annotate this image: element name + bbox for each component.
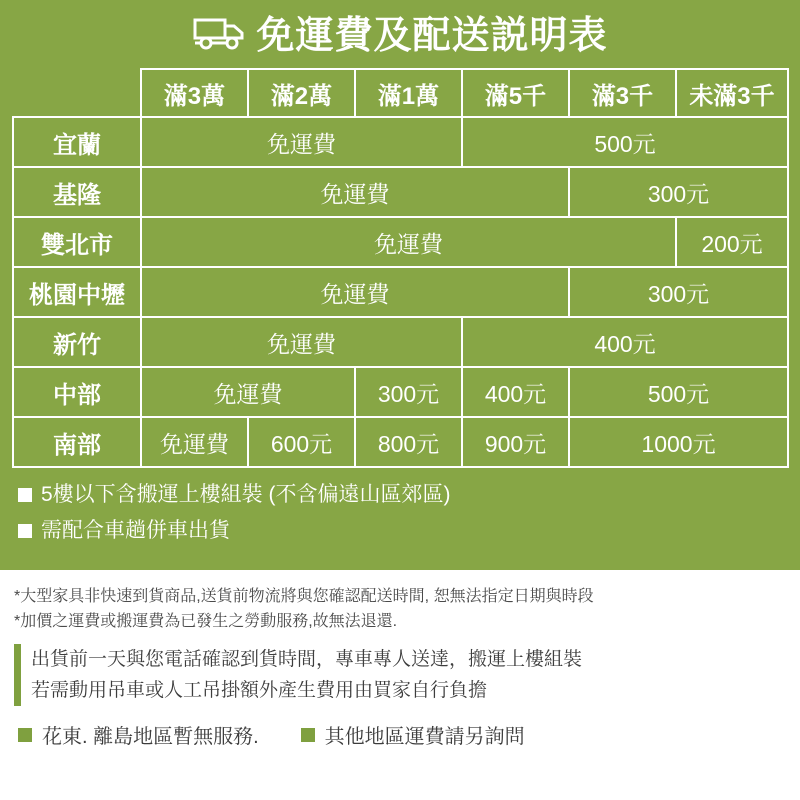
fee-cell: 600元: [248, 417, 355, 467]
fee-cell: 400元: [462, 367, 569, 417]
table-header-row: [13, 69, 788, 117]
title-text: 免運費及配送説明表: [256, 15, 608, 57]
fee-cell: 900元: [462, 417, 569, 467]
fee-cell: 800元: [355, 417, 462, 467]
fee-cell: 500元: [569, 367, 788, 417]
fee-cell: 300元: [355, 367, 462, 417]
table-corner-cell: [13, 69, 141, 117]
highlight-block: [14, 644, 786, 706]
fee-cell: 500元: [462, 117, 788, 167]
highlight-line: 若需動用吊車或人工吊掛額外產生費用由買家自行負擔: [31, 680, 488, 701]
bullet-square-icon: [18, 524, 32, 538]
table-row: [13, 317, 788, 367]
bottom-panel: [0, 570, 800, 800]
footer-item-text: 其他地區運費請另詢問: [324, 726, 525, 748]
fee-cell: 300元: [569, 267, 788, 317]
row-header-region: 桃園中壢: [13, 267, 141, 317]
fee-table-wrapper: [0, 68, 800, 468]
bullet-square-icon: [301, 728, 315, 742]
note-text: 5樓以下含搬運上樓組裝 (不含偏遠山區郊區): [41, 483, 451, 506]
bullet-square-icon: [18, 728, 32, 742]
footer-row: [18, 720, 786, 749]
accent-bar: [14, 644, 21, 706]
row-header-region: 南部: [13, 417, 141, 467]
row-header-region: 中部: [13, 367, 141, 417]
column-header-2: 滿1萬: [355, 69, 462, 117]
fee-cell: 免運費: [141, 217, 676, 267]
green-notes: [0, 468, 800, 546]
footer-item-text: 花東. 離島地區暫無服務.: [42, 726, 259, 748]
note-item: [18, 480, 782, 510]
disclaimer-block: [0, 570, 800, 634]
table-row: [13, 167, 788, 217]
highlight-line: 出貨前一天與您電話確認到貨時間，專車專人送達，搬運上樓組裝: [31, 649, 583, 670]
table-row: [13, 367, 788, 417]
page-title: [0, 0, 800, 68]
fee-cell: 免運費: [141, 267, 569, 317]
fee-cell: 200元: [676, 217, 788, 267]
fee-cell: 300元: [569, 167, 788, 217]
table-row: [13, 217, 788, 267]
fee-cell: 免運費: [141, 417, 248, 467]
table-row: [13, 267, 788, 317]
row-header-region: 基隆: [13, 167, 141, 217]
note-text: 需配合車趟併車出貨: [41, 519, 230, 542]
fee-cell: 400元: [462, 317, 788, 367]
fee-cell: 免運費: [141, 367, 355, 417]
table-row: [13, 117, 788, 167]
column-header-1: 滿2萬: [248, 69, 355, 117]
fee-cell: 免運費: [141, 317, 462, 367]
column-header-0: 滿3萬: [141, 69, 248, 117]
fee-cell: 免運費: [141, 117, 462, 167]
fee-cell: 免運費: [141, 167, 569, 217]
row-header-region: 宜蘭: [13, 117, 141, 167]
truck-icon: [192, 14, 246, 59]
row-header-region: 新竹: [13, 317, 141, 367]
row-header-region: 雙北市: [13, 217, 141, 267]
column-header-5: 未滿3千: [676, 69, 788, 117]
fee-cell: 1000元: [569, 417, 788, 467]
column-header-4: 滿3千: [569, 69, 676, 117]
disclaimer-line: *大型家具非快速到貨商品,送貨前物流將與您確認配送時間, 恕無法指定日期與時段: [14, 588, 594, 605]
shipping-fee-table: [12, 68, 789, 468]
bullet-square-icon: [18, 488, 32, 502]
column-header-3: 滿5千: [462, 69, 569, 117]
disclaimer-line: *加價之運費或搬運費為已發生之勞動服務,故無法退還.: [14, 613, 398, 630]
note-item: [18, 516, 782, 546]
table-row: [13, 417, 788, 467]
